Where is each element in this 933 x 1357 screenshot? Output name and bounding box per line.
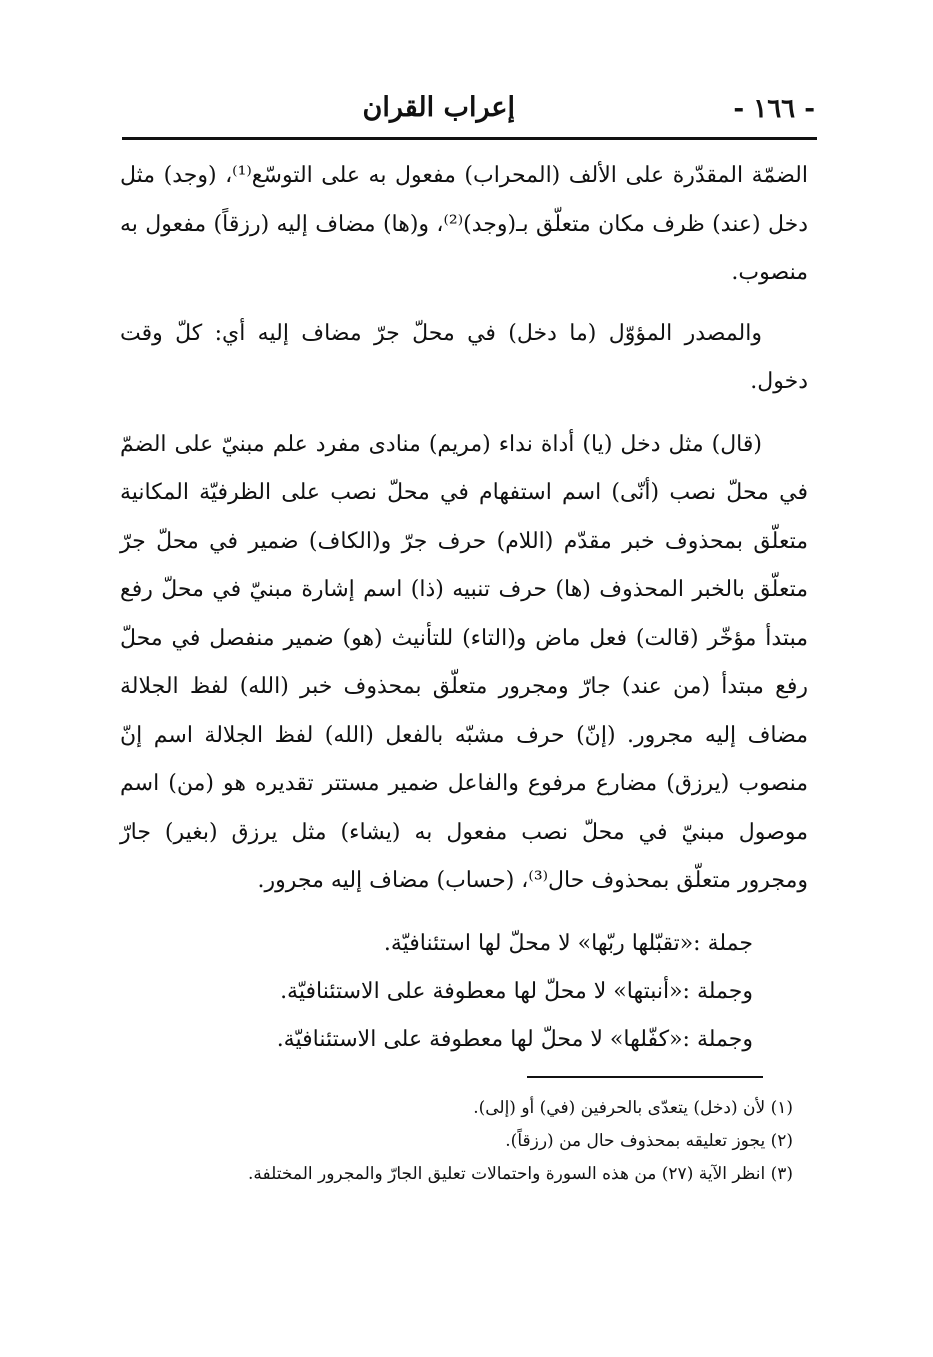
sentence-item: وجملة :«أنبتها» لا محلّ لها معطوفة على الاستئنافيّة. <box>280 979 753 1004</box>
main-text <box>120 152 808 906</box>
sentence-list <box>113 920 753 1064</box>
footnote-rule <box>527 1076 763 1078</box>
sentence-item: جملة :«تقبّلها ربّها» لا محلّ لها استئنافيّة. <box>383 931 753 956</box>
footnote-1: (١) لأن (دخل) يتعدّى بالحرفين (في) أو (إلى). <box>473 1098 793 1118</box>
page-header <box>115 92 815 136</box>
footnotes <box>113 1092 793 1191</box>
book-title: إعراب القران <box>362 92 515 123</box>
paragraph-2: والمصدر المؤوّل (ما دخل) في محلّ جرّ مضاف إليه أي: كلّ وقت دخول. <box>120 320 808 394</box>
header-rule <box>122 137 817 140</box>
footnote-2: (٢) يجوز تعليقه بمحذوف حال من (رزقاً). <box>505 1131 793 1151</box>
paragraph-1: الضمّة المقدّرة على الألف (المحراب) مفعول به على التوسّع⁽¹⁾، (وجد) مثل دخل (عند) ظرف مكان متعلّق بـ(وجد)⁽²⁾، و(ها) مضاف إليه (رزقاً) مفعول به منصوب. <box>120 163 809 285</box>
page-number: - ١٦٦ - <box>733 94 815 124</box>
sentence-item: وجملة :«كفّلها» لا محلّ لها معطوفة على الاستئنافيّة. <box>276 1027 753 1052</box>
paragraph-3: (قال) مثل دخل (يا) أداة نداء (مريم) منادى مفرد علم مبنيّ على الضمّ في محلّ نصب (أنّى) اسم استفهام في محلّ نصب على الظرفيّة المكانية متعلّق بمحذوف خبر مقدّم (اللام) حرف جرّ و(الكاف) ضمير في محلّ جرّ متعلّق بالخبر المحذوف (ها) حرف تنبيه (ذا) اسم إشارة مبنيّ في محلّ رفع مبتدأ مؤخّر (قالت) فعل ماض و(التاء) للتأنيث (هو) ضمير منفصل في محلّ رفع مبتدأ (من عند) جارّ ومجرور متعلّق بمحذوف خبر (الله) لفظ الجلالة مضاف إليه مجرور. (إنّ) حرف مشبّه بالفعل (الله) لفظ الجلالة اسم إنّ منصوب (يرزق) مضارع مرفوع والفاعل ضمير مستتر تقديره هو (من) اسم موصول مبنيّ في محلّ نصب مفعول به (يشاء) مثل يرزق (بغير) جارّ ومجرور متعلّق بمحذوف حال⁽³⁾، (حساب) مضاف إليه مجرور. <box>120 431 808 893</box>
footnote-3: (٣) انظر الآية (٢٧) من هذه السورة واحتمالات تعليق الجارّ والمجرور المختلفة. <box>248 1164 793 1184</box>
